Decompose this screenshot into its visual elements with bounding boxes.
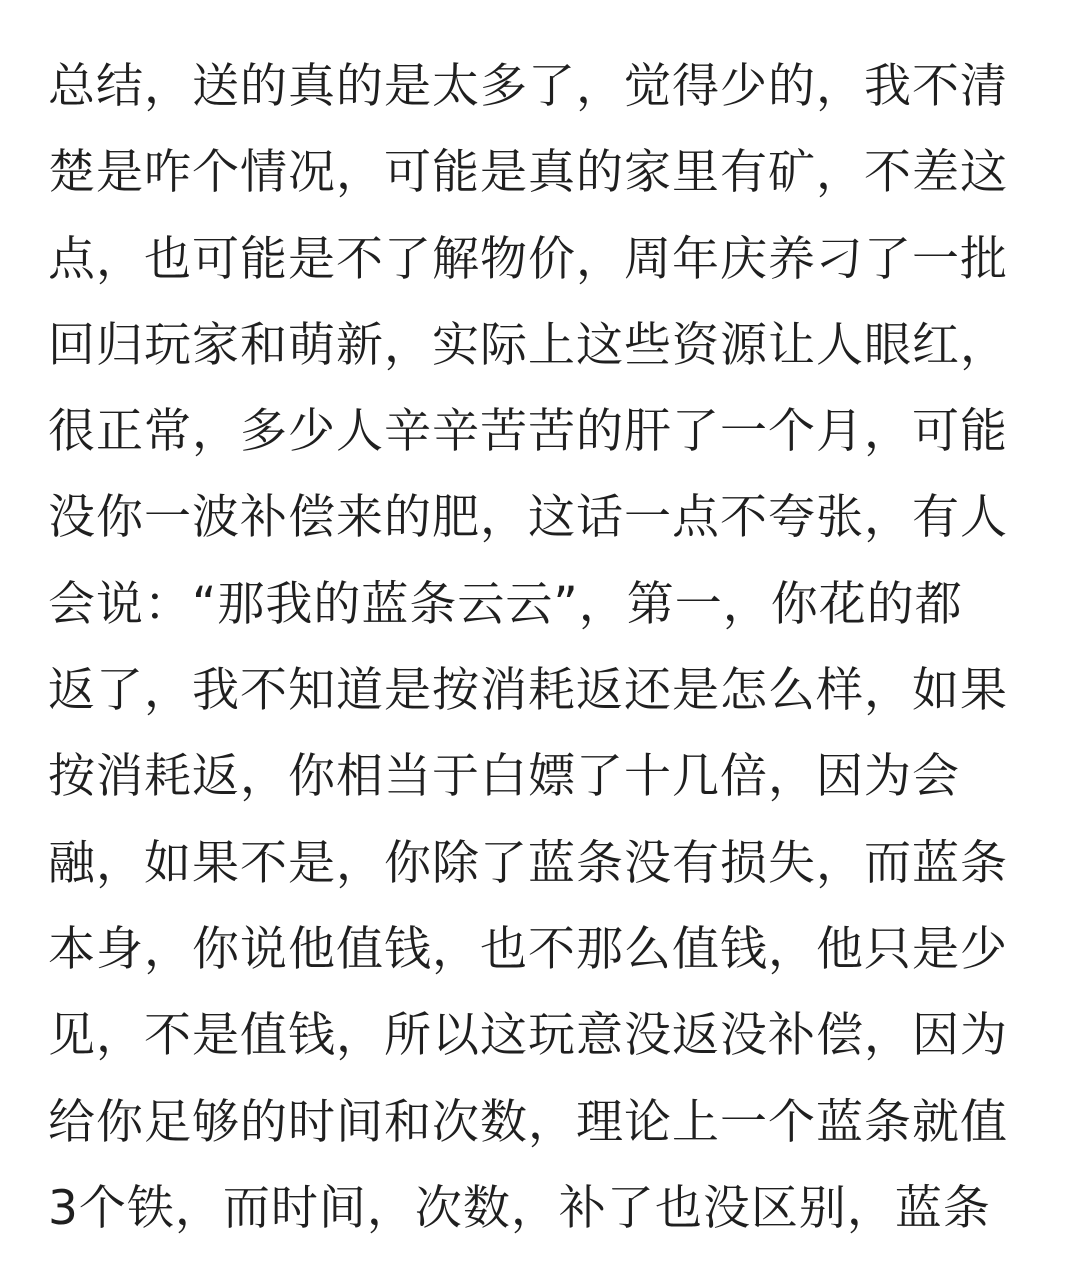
text-line: 按消耗返，你相当于白嫖了十几倍，因为会 bbox=[48, 749, 960, 805]
text-line: 点，也可能是不了解物价，周年庆养刁了一批 bbox=[48, 231, 1008, 287]
text-line: 本身，你说他值钱，也不那么值钱，他只是少 bbox=[48, 921, 1008, 977]
text-line: 回归玩家和萌新，实际上这些资源让人眼红， bbox=[48, 317, 1008, 373]
text-line: 很正常，多少人辛辛苦苦的肝了一个月，可能 bbox=[48, 404, 1008, 460]
text-line: 楚是咋个情况，可能是真的家里有矿，不差这 bbox=[48, 145, 1008, 201]
text-line: 3个铁，而时间，次数，补了也没区别，蓝条 bbox=[48, 1180, 991, 1236]
article-text bbox=[48, 44, 1038, 1252]
text-line: 没你一波补偿来的肥，这话一点不夸张，有人 bbox=[48, 490, 1008, 546]
text-line: 总结，送的真的是太多了，觉得少的，我不清 bbox=[48, 59, 1008, 114]
text-line: 返了，我不知道是按消耗返还是怎么样，如果 bbox=[48, 663, 1008, 719]
text-line: 给你足够的时间和次数，理论上一个蓝条就值 bbox=[48, 1094, 1008, 1150]
text-line: 见，不是值钱，所以这玩意没返没补偿，因为 bbox=[48, 1008, 1008, 1064]
text-line: 会说：“那我的蓝条云云”，第一，你花的都 bbox=[48, 576, 963, 632]
text-line: 融，如果不是，你除了蓝条没有损失，而蓝条 bbox=[48, 835, 1008, 891]
